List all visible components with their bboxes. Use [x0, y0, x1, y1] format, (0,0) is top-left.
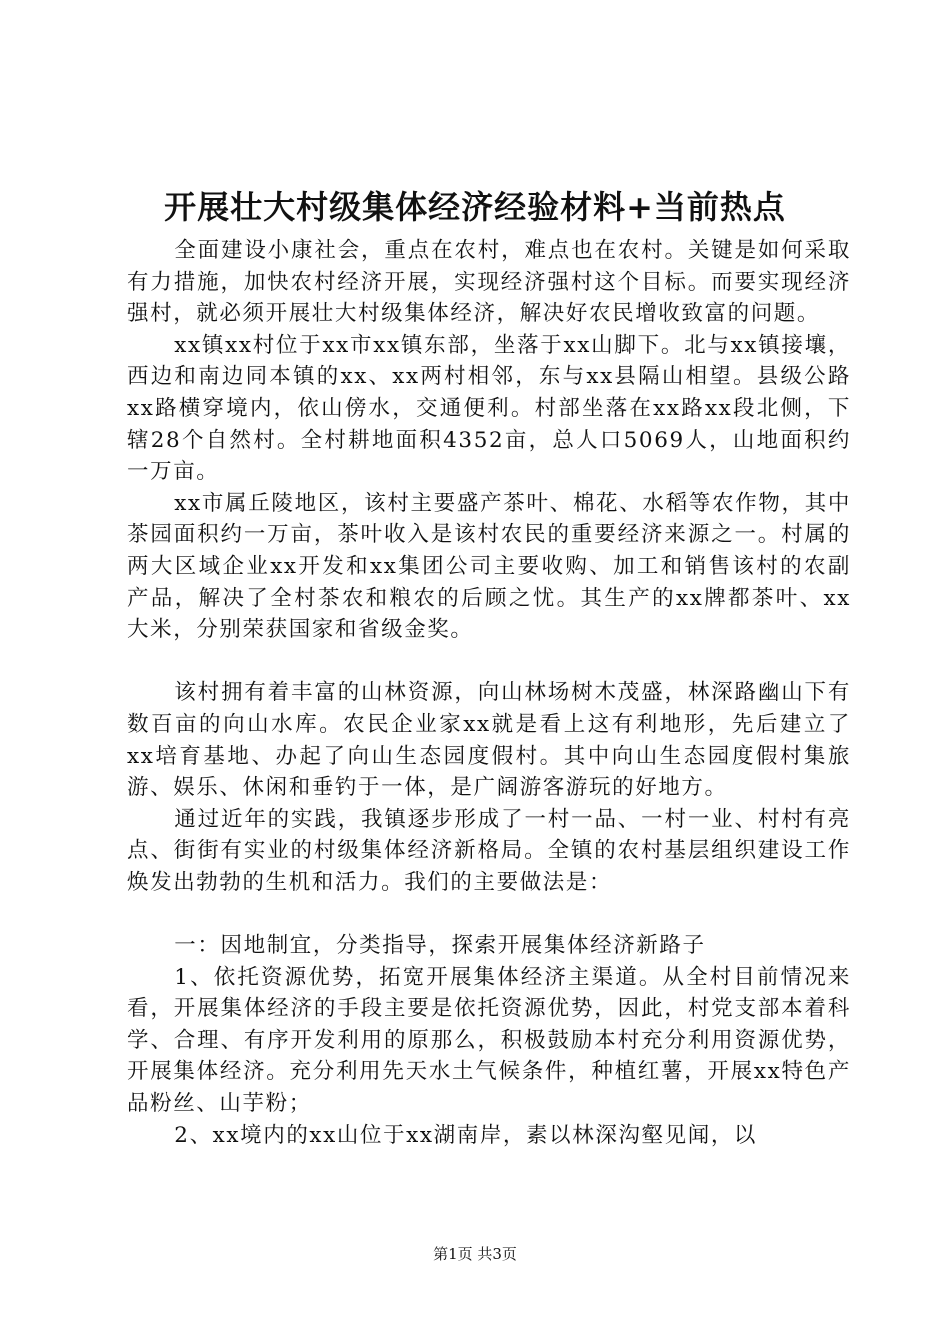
document-title: 开展壮大村级集体经济经验材料+当前热点 — [164, 188, 786, 226]
page-number: 第1页 共3页 — [433, 1245, 517, 1263]
paragraph-agriculture: xx市属丘陵地区，该村主要盛产茶叶、棉花、水稻等农作物，其中茶园面积约一万亩，茶叶收入是该村农民的重要经济来源之一。村属的两大区域企业xx开发和xx集团公司主要收购、加工和销售该村的农副产品，解决了全村茶农和粮农的后顾之忧。其生产的xx牌都茶叶、xx大米，分别荣获国家和省级金奖。 — [127, 490, 851, 643]
paragraph-spacer — [127, 898, 851, 930]
paragraph-item-one: 1、依托资源优势，拓宽开展集体经济主渠道。从全村目前情况来看，开展集体经济的手段主要是依托资源优势，因此，村党支部本着科学、合理、有序开发利用的原那么，积极鼓励本村充分利用资源优势，开展集体经济。充分利用先天水土气候条件，种植红薯，开展xx特色产品粉丝、山芋粉； — [127, 964, 851, 1117]
section-heading-one: 一：因地制宜，分类指导，探索开展集体经济新路子 — [174, 933, 706, 959]
document-body — [127, 235, 851, 1151]
paragraph-practice: 通过近年的实践，我镇逐步形成了一村一品、一村一业、村村有亮点、街街有实业的村级集体经济新格局。全镇的农村基层组织建设工作焕发出勃勃的生机和活力。我们的主要做法是： — [127, 806, 851, 895]
paragraph-item-two: 2、xx境内的xx山位于xx湖南岸，素以林深沟壑见闻，以 — [174, 1122, 758, 1148]
paragraph-spacer — [127, 646, 851, 678]
paragraph-forest-resources: 该村拥有着丰富的山林资源，向山林场树木茂盛，林深路幽山下有数百亩的向山水库。农民企业家xx就是看上这有利地形，先后建立了xx培育基地、办起了向山生态园度假村。其中向山生态园度假村集旅游、娱乐、休闲和垂钓于一体，是广阔游客游玩的好地方。 — [127, 680, 851, 801]
paragraph-village-location: xx镇xx村位于xx市xx镇东部，坐落于xx山脚下。北与xx镇接壤，西边和南边同本镇的xx、xx两村相邻，东与xx县隔山相望。县级公路xx路横穿境内，依山傍水，交通便利。村部坐落在xx路xx段北侧，下辖28个自然村。全村耕地面积4352亩，总人口5069人，山地面积约一万亩。 — [127, 332, 851, 485]
paragraph-intro: 全面建设小康社会，重点在农村，难点也在农村。关键是如何采取有力措施，加快农村经济开展，实现经济强村这个目标。而要实现经济强村，就必须开展壮大村级集体经济，解决好农民增收致富的问题。 — [127, 238, 851, 327]
